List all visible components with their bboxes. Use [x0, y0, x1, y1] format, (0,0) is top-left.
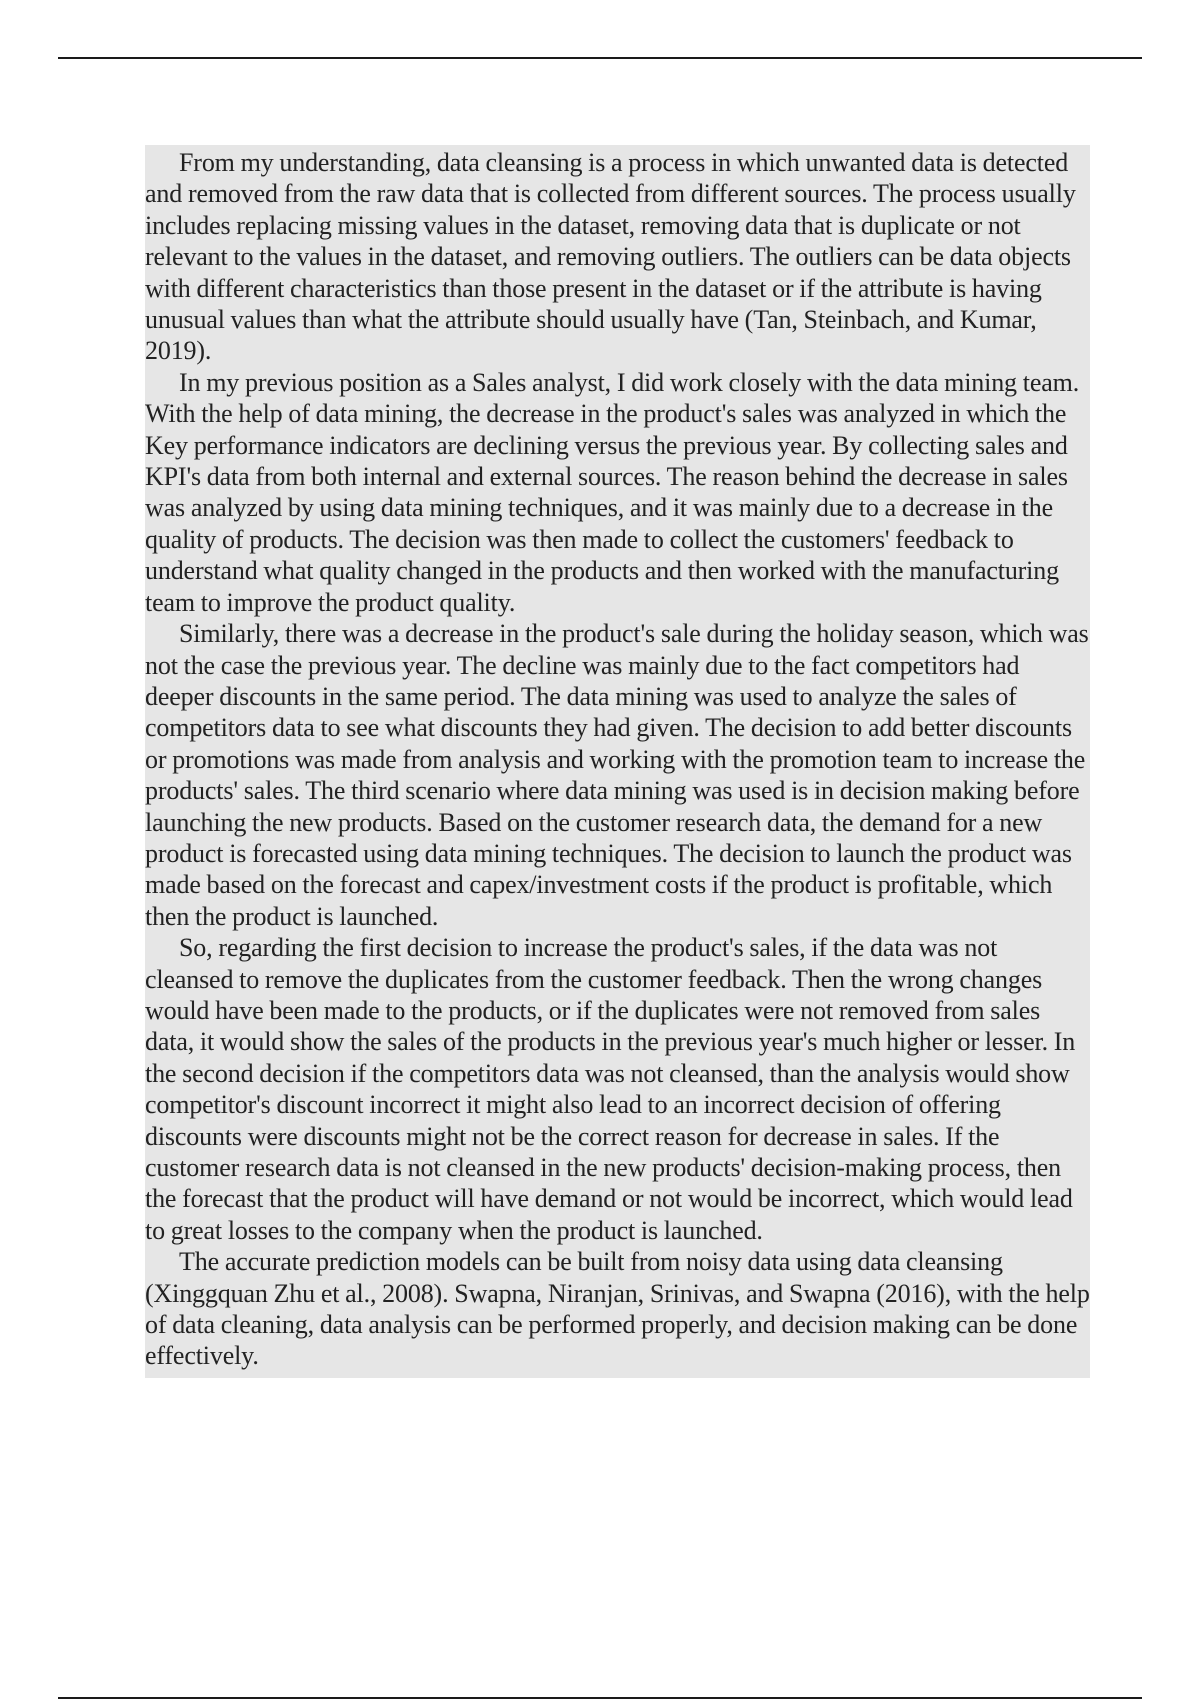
paragraph-data-cleansing-definition: From my understanding, data cleansing is a process in which unwanted data is detected and removed from the raw data that is collected from different sources. The process usually includes replacing missing values in the dataset, removing data that is duplicate or not relevant to the values in the dataset, and removing outliers. The outliers can be data objects with different characteristics than those present in the dataset or if the attribute is having unusual values than what the attribute should usually have (Tan, Steinbach, and Kumar, 2019). [145, 148, 1076, 366]
highlighted-text-block [145, 145, 1090, 1378]
paragraph-sales-analyst-experience: In my previous position as a Sales analyst, I did work closely with the data mining team. With the help of data mining, the decrease in the product's sales was analyzed in which the Key performance indicators are declining versus the previous year. By collecting sales and KPI's data from both internal and external sources. The reason behind the decrease in sales was analyzed by using data mining techniques, and it was mainly due to a decrease in the quality of products. The decision was then made to collect the customers' feedback to understand what quality changed in the products and then worked with the manufacturing team to improve the product quality. [145, 367, 1080, 617]
header-rule [58, 57, 1142, 59]
footer-rule [58, 1697, 1142, 1699]
paragraph-uncleansed-data-consequences: So, regarding the first decision to increase the product's sales, if the data was not cleansed to remove the duplicates from the customer feedback. Then the wrong changes would have been made to the products, or if the duplicates were not removed from sales data, it would show the sales of the products in the previous year's much higher or lesser. In the second decision if the competitors data was not cleansed, than the analysis would show competitor's discount incorrect it might also lead to an incorrect decision of offering discounts were discounts might not be the correct reason for decrease in sales. If the customer research data is not cleansed in the new products' decision-making process, then the forecast that the product will have demand or not would be incorrect, which would lead to great losses to the company when the product is launched. [145, 933, 1076, 1245]
paragraph-holiday-season-decline: Similarly, there was a decrease in the product's sale during the holiday season, which was not the case the previous year. The decline was mainly due to the fact competitors had deeper discounts in the same period. The data mining was used to analyze the sales of competitors data to see what discounts they had given. The decision to add better discounts or promotions was made from analysis and working with the promotion team to increase the products' sales. The third scenario where data mining was used is in decision making before launching the new products. Based on the customer research data, the demand for a new product is forecasted using data mining techniques. The decision to launch the product was made based on the forecast and capex/investment costs if the product is profitable, which then the product is launched. [145, 619, 1089, 931]
paragraph-conclusion: The accurate prediction models can be built from noisy data using data cleansing (Xinggquan Zhu et al., 2008). Swapna, Niranjan, Srinivas, and Swapna (2016), with the help of data cleaning, data analysis can be performed properly, and decision making can be done effectively. [145, 1247, 1090, 1371]
